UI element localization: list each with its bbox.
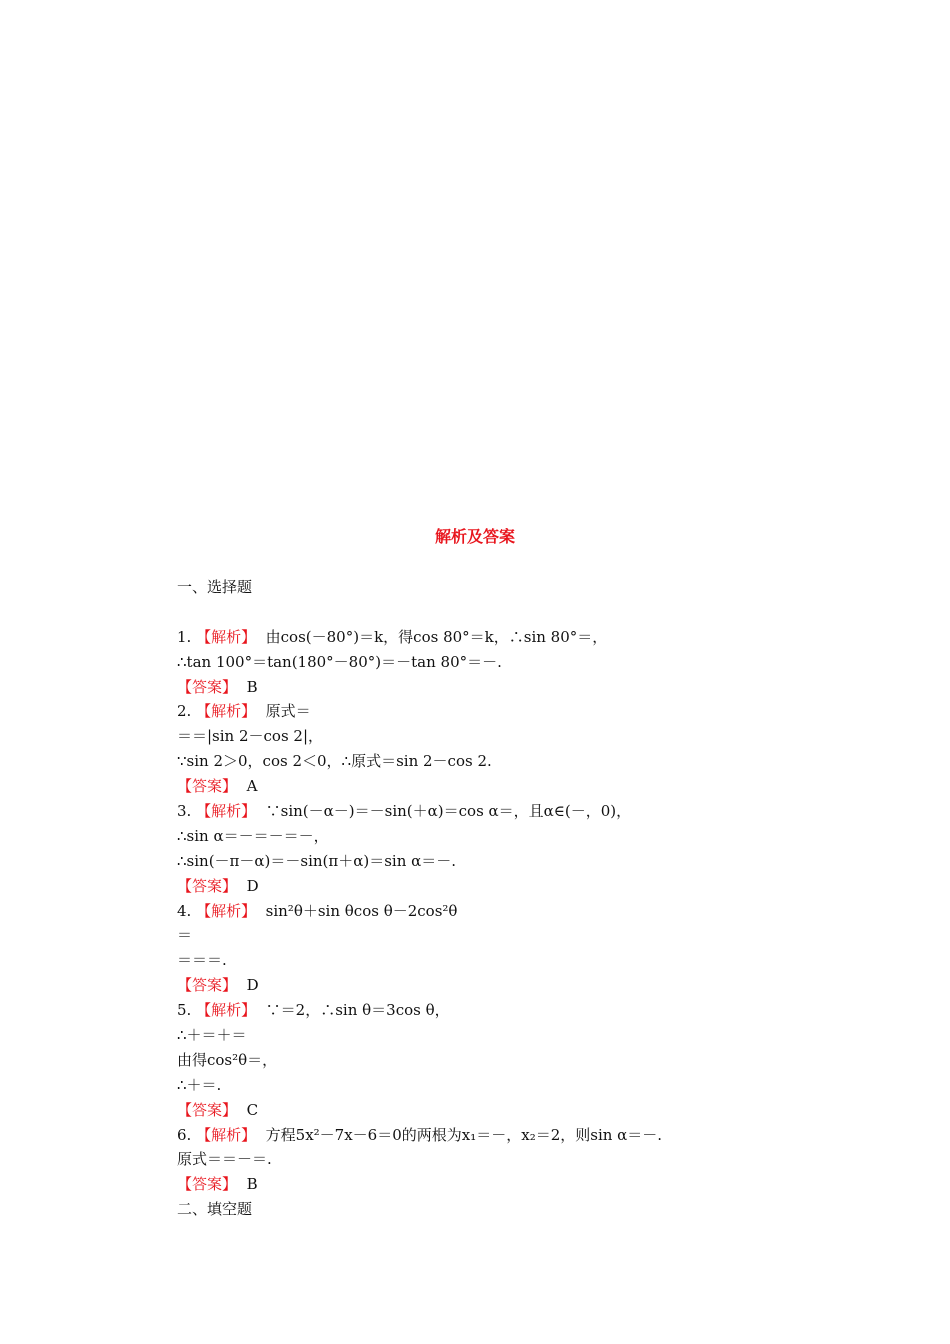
analysis-tag: 【解析】 [196,802,257,821]
page-title: 解析及答案 [434,527,515,546]
answer-tag: 【答案】 [177,777,238,796]
section-heading-choice: 一、选择题 [177,578,253,596]
solutions-body [177,575,777,1222]
answer-tag: 【答案】 [177,677,238,696]
q6-answer: 【答案】 B [177,1175,258,1194]
answer-tag: 【答案】 [177,976,238,995]
answer-tag: 【答案】 [177,876,238,895]
q5-analysis: 5. 【解析】 ∵＝2，∴sin θ＝3cos θ， [177,1001,450,1020]
q4-analysis: 4. 【解析】 sin²θ＋sin θcos θ－2cos²θ [177,901,458,920]
q2-line3: ∵sin 2＞0，cos 2＜0，∴原式＝sin 2－cos 2. [177,752,492,771]
q2-answer: 【答案】 A [177,777,258,796]
section-heading-fill: 二、填空题 [177,1200,253,1219]
analysis-tag: 【解析】 [196,1125,257,1144]
q3-line2: ∴sin α＝－＝－＝－， [177,826,329,845]
q2-line2: ＝＝|sin 2－cos 2|， [177,727,324,746]
answer-tag: 【答案】 [177,1100,238,1119]
q4-answer: 【答案】 D [177,976,259,995]
q4-line3: ＝＝＝. [177,951,227,970]
analysis-tag: 【解析】 [196,1001,257,1020]
analysis-tag: 【解析】 [196,627,257,646]
q3-analysis: 3. 【解析】 ∵sin(－α－)＝－sin(＋α)＝cos α＝，且α∈(－，0)， [177,802,632,821]
q1-answer: 【答案】 B [177,677,258,696]
q3-line3: ∴sin(－π－α)＝－sin(π＋α)＝sin α＝－. [177,851,457,870]
q1-analysis: 1. 【解析】 由cos(－80°)＝k，得cos 80°＝k，∴sin 80°＝， [177,627,608,646]
q5-line4: ∴＋＝. [177,1075,222,1094]
q5-answer: 【答案】 C [177,1100,259,1119]
q2-analysis: 2. 【解析】 原式＝ [177,702,311,721]
q6-analysis: 6. 【解析】 方程5x²－7x－6＝0的两根为x₁＝－，x₂＝2，则sin α＝－. [177,1125,663,1144]
q4-line2: ＝ [177,926,193,945]
q5-line3: 由得cos²θ＝， [177,1050,278,1069]
q5-line2: ∴＋＝＋＝ [177,1026,247,1045]
analysis-tag: 【解析】 [196,901,257,920]
q6-line2: 原式＝＝－＝. [177,1150,272,1169]
q1-line2: ∴tan 100°＝tan(180°－80°)＝－tan 80°＝－. [177,652,502,671]
answer-tag: 【答案】 [177,1175,238,1194]
analysis-tag: 【解析】 [196,702,257,721]
q3-answer: 【答案】 D [177,876,259,895]
